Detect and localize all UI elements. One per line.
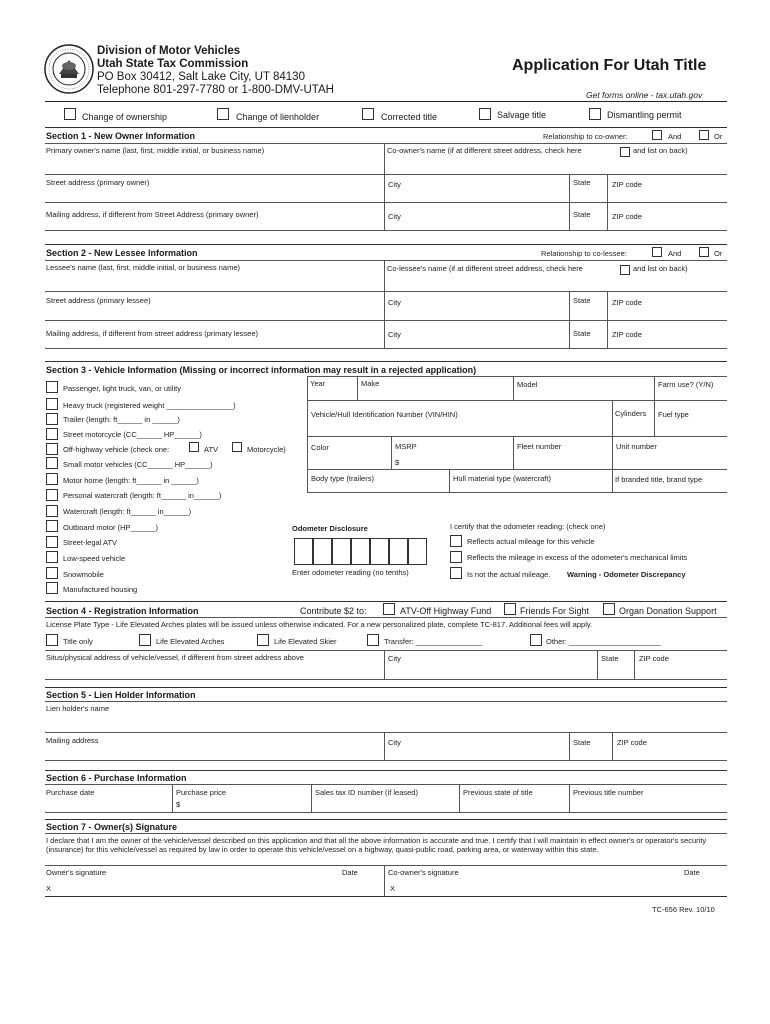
owner-declaration-text: I declare that I am the owner of the vehicle/vessel described on this application and that all the above information is accurate and true. I certify that I will maintain in effect owner's or operator's security (insurance) for this vehicle/vessel as required by law in order to operate this vehicle/vessel on a highway, quasi-public road, parking area, or waterway within this state. xyxy=(46,836,707,854)
hull-material-field[interactable]: Hull material type (watercraft) xyxy=(453,474,551,483)
type-personal-watercraft-checkbox[interactable] xyxy=(46,489,58,501)
owner-signature-date-label: Date xyxy=(342,868,358,877)
coowner-relationship-label: Relationship to co-owner: xyxy=(543,132,628,141)
model-field[interactable]: Model xyxy=(517,380,538,389)
type-snowmobile-checkbox[interactable] xyxy=(46,567,58,579)
owner-zip-field[interactable]: ZIP code xyxy=(612,180,642,189)
type-manufactured-housing-label: Manufactured housing xyxy=(63,585,138,594)
form-title: Application For Utah Title xyxy=(512,57,707,74)
purchase-price-dollar: $ xyxy=(176,800,181,809)
form-number: TC-656 Rev. 10/10 xyxy=(652,905,715,914)
coowner-or-checkbox[interactable] xyxy=(699,130,709,140)
contribute-label: Contribute $2 to: xyxy=(300,606,367,616)
body-type-field[interactable]: Body type (trailers) xyxy=(311,474,374,483)
make-field[interactable]: Make xyxy=(361,379,380,388)
odometer-digit-4[interactable] xyxy=(351,538,370,565)
primary-owner-name-field[interactable]: Primary owner's name (last, first, middle initial, or business name) xyxy=(46,146,265,155)
section2-title: Section 2 - New Lessee Information xyxy=(46,248,198,258)
section7-title: Section 7 - Owner(s) Signature xyxy=(46,822,178,832)
type-small-motor-label: Small motor vehicles (CC______ HP______) xyxy=(63,460,213,469)
type-street-legal-atv-checkbox[interactable] xyxy=(46,536,58,548)
odometer-digit-3[interactable] xyxy=(332,538,351,565)
type-street-motorcycle-label: Street motorcycle (CC______ HP______) xyxy=(63,430,202,439)
type-heavy-truck-label: Heavy truck (registered weight ________________) xyxy=(63,401,236,410)
lessee-mailing-state-field[interactable]: State xyxy=(573,329,591,338)
atv-fund-label: ATV-Off Highway Fund xyxy=(400,606,492,616)
plate-skier-label: Life Elevated Skier xyxy=(274,637,337,646)
section5-title: Section 5 - Lien Holder Information xyxy=(46,690,196,700)
type-motor-home-label: Motor home (length: ft______ in ______) xyxy=(63,476,199,485)
atv-fund-checkbox[interactable] xyxy=(383,603,395,615)
section1-title: Section 1 - New Owner Information xyxy=(46,131,196,141)
plate-other-label[interactable]: Other: ______________________ xyxy=(546,637,661,646)
corrected-title-checkbox[interactable] xyxy=(362,108,374,120)
type-manufactured-housing-checkbox[interactable] xyxy=(46,582,58,594)
color-field[interactable]: Color xyxy=(311,443,329,452)
lessee-mailing-city-field[interactable]: City xyxy=(388,330,401,339)
type-heavy-truck-checkbox[interactable] xyxy=(46,398,58,410)
change-of-ownership-checkbox[interactable] xyxy=(64,108,76,120)
lienholder-name-field[interactable]: Lien holder's name xyxy=(46,704,110,713)
lessee-name-field[interactable]: Lessee's name (last, first, middle initial, or business name) xyxy=(46,263,241,272)
colessee-name-field[interactable]: Co-lessee's name (if at different street address, check here xyxy=(387,264,583,273)
type-off-highway-checkbox[interactable] xyxy=(46,443,58,455)
msrp-field[interactable]: MSRP xyxy=(395,442,417,451)
odo-exceeds-limits-checkbox[interactable] xyxy=(450,551,462,563)
type-passenger-checkbox[interactable] xyxy=(46,381,58,393)
lessee-mailing-zip-field[interactable]: ZIP code xyxy=(612,330,642,339)
ohv-motorcycle-label: Motorcycle) xyxy=(247,445,286,454)
colessee-or-checkbox[interactable] xyxy=(699,247,709,257)
colessee-and-label: And xyxy=(668,249,682,258)
unit-number-field[interactable]: Unit number xyxy=(616,442,657,451)
vin-field[interactable]: Vehicle/Hull Identification Number (VIN/HIN) xyxy=(311,410,458,419)
odo-warning-label: Warning - Odometer Discrepancy xyxy=(567,570,686,579)
salvage-title-label: Salvage title xyxy=(497,110,547,120)
odometer-digit-2[interactable] xyxy=(313,538,332,565)
type-watercraft-checkbox[interactable] xyxy=(46,505,58,517)
ohv-motorcycle-checkbox[interactable] xyxy=(232,442,242,452)
odometer-certify-label: I certify that the odometer reading: (check one) xyxy=(450,522,606,531)
plate-arches-checkbox[interactable] xyxy=(139,634,151,646)
dismantling-permit-checkbox[interactable] xyxy=(589,108,601,120)
type-watercraft-label: Watercraft (length: ft______ in______) xyxy=(63,507,192,516)
plate-arches-label: Life Elevated Arches xyxy=(156,637,225,646)
state-seal xyxy=(44,44,94,94)
coowner-name-field[interactable]: Co-owner's name (if at different street address, check here xyxy=(387,146,582,155)
colessee-and-checkbox[interactable] xyxy=(652,247,662,257)
fuel-type-field[interactable]: Fuel type xyxy=(658,410,689,419)
section6-title: Section 6 - Purchase Information xyxy=(46,773,187,783)
owner-signature-field[interactable]: Owner's signature xyxy=(46,868,107,877)
owner-city-field[interactable]: City xyxy=(388,180,401,189)
odometer-digit-7[interactable] xyxy=(408,538,427,565)
section3-title: Section 3 - Vehicle Information (Missing or incorrect information may result in a rejected application) xyxy=(46,365,477,375)
coowner-signature-field[interactable]: Co-owner's signature xyxy=(388,868,459,877)
coowner-different-address-checkbox[interactable] xyxy=(620,147,630,157)
branded-title-field[interactable]: If branded title, brand type xyxy=(615,475,703,484)
colessee-list-back-label: and list on back) xyxy=(633,264,688,273)
coowner-signature-date-label: Date xyxy=(684,868,700,877)
ohv-atv-checkbox[interactable] xyxy=(189,442,199,452)
type-snowmobile-label: Snowmobile xyxy=(63,570,104,579)
odometer-disclosure-title: Odometer Disclosure xyxy=(292,524,368,533)
owner-signature-x: X xyxy=(46,884,52,893)
lienholder-mailing-field[interactable]: Mailing address xyxy=(46,736,99,745)
friends-for-sight-label: Friends For Sight xyxy=(520,606,590,616)
previous-state-field[interactable]: Previous state of title xyxy=(463,788,533,797)
type-passenger-label: Passenger, light truck, van, or utility xyxy=(63,384,181,393)
coowner-signature-x: X xyxy=(390,884,396,893)
agency-commission: Utah State Tax Commission xyxy=(97,58,249,70)
agency-address: PO Box 30412, Salt Lake City, UT 84130 xyxy=(97,71,305,83)
owner-mailing-zip-field[interactable]: ZIP code xyxy=(612,212,642,221)
colessee-different-address-checkbox[interactable] xyxy=(620,265,630,275)
situs-city-field[interactable]: City xyxy=(388,654,401,663)
ohv-atv-label: ATV xyxy=(204,445,219,454)
plate-type-note: License Plate Type - Life Elevated Arches plates will be issued unless otherwise indicated. For a new personalized plate, complete TC-817. Additional fees will apply. xyxy=(46,620,593,629)
agency-phone: Telephone 801-297-7780 or 1-800-DMV-UTAH xyxy=(97,84,334,96)
plate-transfer-label[interactable]: Transfer: ________________ xyxy=(384,637,483,646)
plate-skier-checkbox[interactable] xyxy=(257,634,269,646)
year-field[interactable]: Year xyxy=(310,379,326,388)
corrected-title-label: Corrected title xyxy=(381,112,438,122)
type-off-highway-label: Off-highway vehicle (check one: xyxy=(63,445,170,454)
type-trailer-label: Trailer (length: ft______ in ______) xyxy=(63,415,180,424)
cylinders-field[interactable]: Cylinders xyxy=(615,409,647,418)
type-low-speed-checkbox[interactable] xyxy=(46,551,58,563)
colessee-relationship-label: Relationship to co-lessee: xyxy=(541,249,627,258)
section4-title: Section 4 - Registration Information xyxy=(46,606,199,616)
plate-other-checkbox[interactable] xyxy=(530,634,542,646)
type-outboard-motor-checkbox[interactable] xyxy=(46,520,58,532)
type-trailer-checkbox[interactable] xyxy=(46,413,58,425)
type-outboard-motor-label: Outboard motor (HP______) xyxy=(63,523,159,532)
lessee-street-address-field[interactable]: Street address (primary lessee) xyxy=(46,296,151,305)
lienholder-city-field[interactable]: City xyxy=(388,738,401,747)
odo-not-actual-checkbox[interactable] xyxy=(450,567,462,579)
odometer-enter-label: Enter odometer reading (no tenths) xyxy=(292,568,409,577)
fleet-number-field[interactable]: Fleet number xyxy=(517,442,562,451)
owner-mailing-city-field[interactable]: City xyxy=(388,212,401,221)
lessee-state-field[interactable]: State xyxy=(573,296,591,305)
previous-title-number-field[interactable]: Previous title number xyxy=(573,788,644,797)
situs-address-field[interactable]: Situs/physical address of vehicle/vessel, if different from street address above xyxy=(46,653,304,662)
dismantling-permit-label: Dismantling permit xyxy=(607,110,682,120)
change-of-ownership-label: Change of ownership xyxy=(82,112,168,122)
coowner-and-label: And xyxy=(668,132,682,141)
lessee-city-field[interactable]: City xyxy=(388,298,401,307)
agency-name: Division of Motor Vehicles xyxy=(97,45,241,57)
situs-state-field[interactable]: State xyxy=(601,654,619,663)
owner-street-address-field[interactable]: Street address (primary owner) xyxy=(46,178,150,187)
odometer-digit-5[interactable] xyxy=(370,538,389,565)
purchase-price-field[interactable]: Purchase price xyxy=(176,788,227,797)
sales-tax-id-field[interactable]: Sales tax ID number (if leased) xyxy=(315,788,418,797)
type-small-motor-checkbox[interactable] xyxy=(46,457,58,469)
msrp-dollar-sign: $ xyxy=(395,458,400,467)
forms-online-link[interactable]: Get forms online - tax.utah.gov xyxy=(586,90,703,100)
owner-mailing-state-field[interactable]: State xyxy=(573,210,591,219)
farm-use-field[interactable]: Farm use? (Y/N) xyxy=(658,380,714,389)
coowner-or-label: Or xyxy=(714,132,723,141)
coowner-and-checkbox[interactable] xyxy=(652,130,662,140)
type-motor-home-checkbox[interactable] xyxy=(46,473,58,485)
type-personal-watercraft-label: Personal watercraft (length: ft______ in______) xyxy=(63,491,222,500)
owner-state-field[interactable]: State xyxy=(573,178,591,187)
plate-title-only-checkbox[interactable] xyxy=(46,634,58,646)
lessee-zip-field[interactable]: ZIP code xyxy=(612,298,642,307)
situs-zip-field[interactable]: ZIP code xyxy=(639,654,669,663)
odo-actual-mileage-label: Reflects actual mileage for this vehicle xyxy=(467,537,595,546)
lienholder-state-field[interactable]: State xyxy=(573,738,591,747)
odometer-digit-1[interactable] xyxy=(294,538,313,565)
odo-actual-mileage-checkbox[interactable] xyxy=(450,535,462,547)
lessee-mailing-address-field[interactable]: Mailing address, if different from street address (primary lessee) xyxy=(46,329,259,338)
odo-exceeds-limits-label: Reflects the mileage in excess of the odometer's mechanical limits xyxy=(467,553,688,562)
odometer-digit-6[interactable] xyxy=(389,538,408,565)
type-street-motorcycle-checkbox[interactable] xyxy=(46,428,58,440)
owner-mailing-address-field[interactable]: Mailing address, if different from Street Address (primary owner) xyxy=(46,210,259,219)
plate-title-only-label: Title only xyxy=(63,637,93,646)
salvage-title-checkbox[interactable] xyxy=(479,108,491,120)
organ-donation-label: Organ Donation Support xyxy=(619,606,717,616)
lienholder-zip-field[interactable]: ZIP code xyxy=(617,738,647,747)
type-low-speed-label: Low-speed vehicle xyxy=(63,554,126,563)
colessee-or-label: Or xyxy=(714,249,723,258)
purchase-date-field[interactable]: Purchase date xyxy=(46,788,95,797)
friends-for-sight-checkbox[interactable] xyxy=(504,603,516,615)
change-of-lienholder-label: Change of lienholder xyxy=(236,112,320,122)
type-street-legal-atv-label: Street-legal ATV xyxy=(63,538,118,547)
organ-donation-checkbox[interactable] xyxy=(603,603,615,615)
coowner-list-back-label: and list on back) xyxy=(633,146,688,155)
change-of-lienholder-checkbox[interactable] xyxy=(217,108,229,120)
plate-transfer-checkbox[interactable] xyxy=(367,634,379,646)
odo-not-actual-label: Is not the actual mileage. xyxy=(467,570,551,579)
